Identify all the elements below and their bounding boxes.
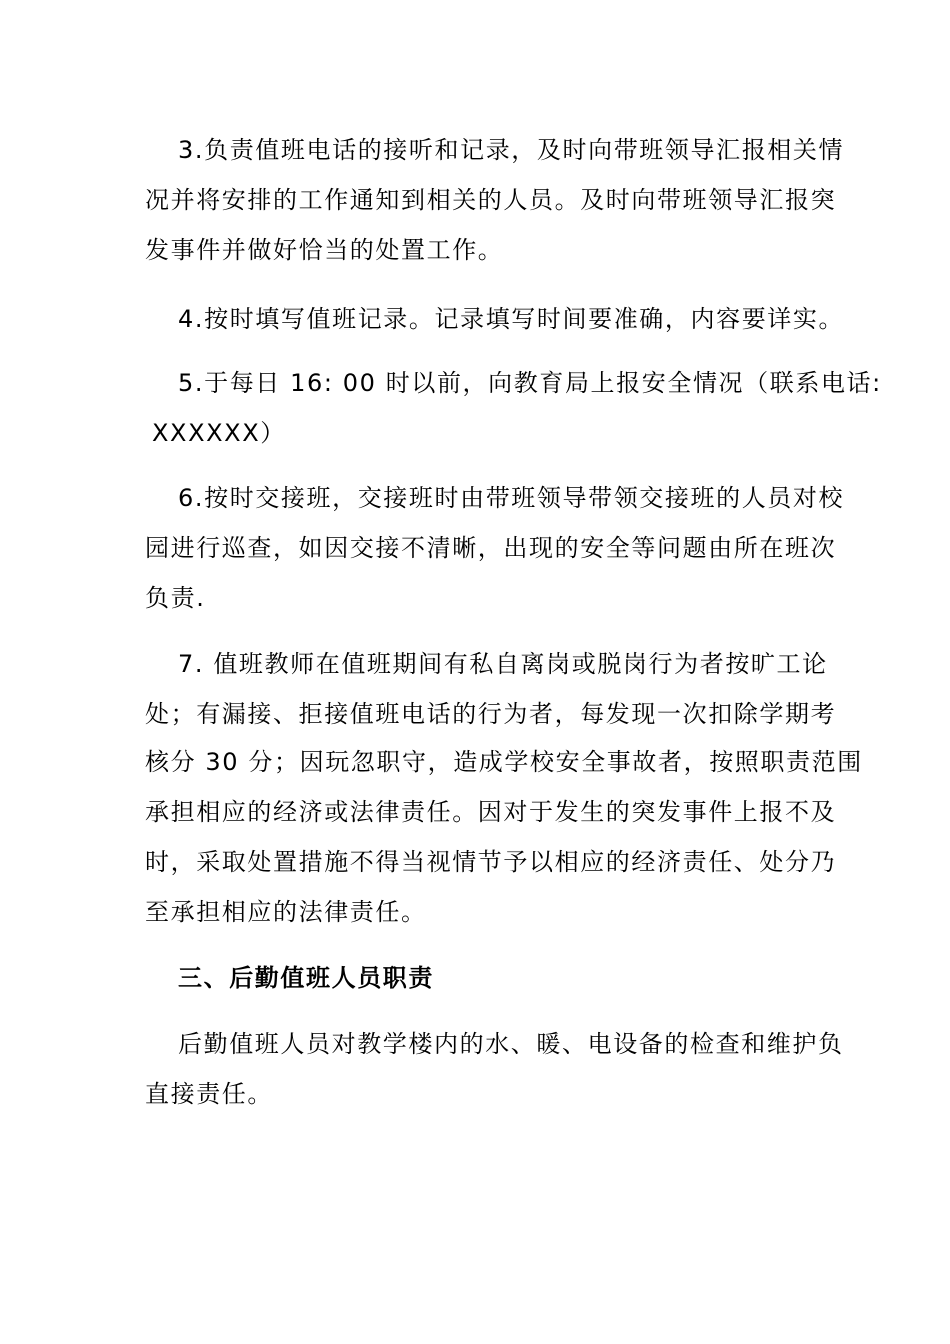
paragraph-7-line-4: 承担相应的经济或法律责任。因对于发生的突发事件上报不及 bbox=[145, 798, 837, 826]
paragraph-6-line-1: 6.按时交接班，交接班时由带班领导带领交接班的人员对校 bbox=[178, 484, 845, 512]
paragraph-6-line-3: 负责. bbox=[145, 584, 206, 612]
paragraph-3-line-2: 况并将安排的工作通知到相关的人员。及时向带班领导汇报突 bbox=[145, 186, 837, 214]
paragraph-6-line-2: 园进行巡查，如因交接不清晰，出现的安全等问题由所在班次 bbox=[145, 534, 837, 562]
paragraph-logistics-line-2: 直接责任。 bbox=[145, 1080, 273, 1108]
paragraph-7-line-3: 核分 30 分；因玩忽职守，造成学校安全事故者，按照职责范围 bbox=[145, 748, 863, 776]
paragraph-5-line-2: XXXXXX） bbox=[152, 419, 286, 447]
section-heading-logistics: 三、后勤值班人员职责 bbox=[178, 964, 434, 992]
paragraph-3-line-1: 3.负责值班电话的接听和记录，及时向带班领导汇报相关情 bbox=[178, 136, 845, 164]
paragraph-4-line-1: 4.按时填写值班记录。记录填写时间要准确，内容要详实。 bbox=[178, 305, 845, 333]
paragraph-7-line-1: 7. 值班教师在值班期间有私自离岗或脱岗行为者按旷工论 bbox=[178, 650, 828, 678]
paragraph-3-line-3: 发事件并做好恰当的处置工作。 bbox=[145, 236, 504, 264]
paragraph-7-line-5: 时，采取处置措施不得当视情节予以相应的经济责任、处分乃 bbox=[145, 848, 837, 876]
paragraph-7-line-6: 至承担相应的法律责任。 bbox=[145, 898, 427, 926]
paragraph-5-line-1: 5.于每日 16: 00 时以前，向教育局上报安全情况（联系电话: bbox=[178, 369, 882, 397]
paragraph-7-line-2: 处；有漏接、拒接值班电话的行为者，每发现一次扣除学期考 bbox=[145, 700, 837, 728]
paragraph-logistics-line-1: 后勤值班人员对教学楼内的水、暖、电设备的检查和维护负 bbox=[178, 1030, 844, 1058]
